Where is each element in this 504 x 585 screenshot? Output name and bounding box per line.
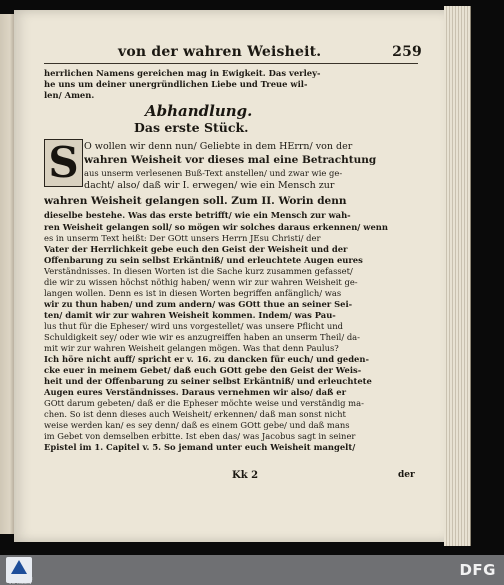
catchword: der <box>398 470 415 480</box>
running-title: von der wahren Weisheit. <box>118 44 322 60</box>
section-heading: Abhandlung. <box>145 102 253 120</box>
body-line: wir zu thun haben/ und zum andern/ was GOtt thue an seiner Sei- <box>44 299 353 309</box>
head-rule <box>44 63 418 64</box>
body-line: ren Weisheit gelangen soll/ so mögen wir solches daraus erkennen/ wenn <box>44 222 388 232</box>
intro-line: herrlichen Namens gereichen mag in Ewigkeit. Das verley- <box>44 68 321 78</box>
body-line: Epistel im 1. Capitel v. 5. So jemand unter euch Weisheit mangelt/ <box>44 442 356 452</box>
body-first-lines <box>84 140 418 192</box>
body-line: cke euer in meinem Gebet/ daß euch GOtt gebe den Geist der Weis- <box>44 365 362 375</box>
body-line: dieselbe bestehe. Was das erste betrifft/ wie ein Mensch zur wah- <box>44 210 351 220</box>
body-line: Vater der Herrlichkeit gebe euch den Geist der Weisheit und der <box>44 244 348 254</box>
body-line: heit und der Offenbarung zu seiner selbst Erkäntniß/ und erleuchtete <box>44 376 372 386</box>
body-line: wahren Weisheit vor dieses mal eine Betrachtung <box>84 154 377 166</box>
foundation-logo-text: FRANCKESCHE STIFTUNGEN <box>7 577 33 585</box>
intro-paragraph <box>44 68 418 101</box>
section-subheading: Das erste Stück. <box>134 120 249 135</box>
body-line: lus thut für die Epheser/ wird uns vorgestellet/ was unsere Pflicht und <box>44 321 344 331</box>
intro-line: len/ Amen. <box>44 90 95 100</box>
body-line: wahren Weisheit gelangen soll. Zum II. Worin denn <box>44 195 347 207</box>
body-line: dacht/ also/ daß wir I. erwegen/ wie ein Mensch zur <box>84 180 335 191</box>
body-text <box>44 194 418 453</box>
body-line: die wir zu wissen höchst nöthig haben/ wenn wir zur wahren Weisheit ge- <box>44 277 358 287</box>
body-line: chen. So ist denn dieses auch Weisheit/ erkennen/ daß man sonst nicht <box>44 409 346 419</box>
body-line: ten/ damit wir zur wahren Weisheit kommen. Indem/ was Pau- <box>44 310 336 320</box>
intro-line: he uns um deiner unergründlichen Liebe und Treue wil- <box>44 79 308 89</box>
body-line: aus unserm verlesenen Buß-Text anstellen/ und zwar wie ge- <box>84 168 343 178</box>
body-line: Verständnisses. In diesen Worten ist die Sache kurz zusammen gefasset/ <box>44 266 353 276</box>
dfg-logo[interactable]: DFG <box>459 561 496 579</box>
body-line: GOtt darum gebeten/ daß er die Epheser möchte weise und verständig ma- <box>44 398 364 408</box>
body-line: O wollen wir denn nun/ Geliebte in dem HErrn/ von der <box>84 141 353 152</box>
body-line: Offenbarung zu sein selbst Erkäntniß/ und erleuchtete Augen eures <box>44 255 363 265</box>
page-number: 259 <box>392 44 422 60</box>
body-line: Augen eures Verständnisses. Daraus vernehmen wir also/ daß er <box>44 387 347 397</box>
body-line: mit wir zur wahren Weisheit gelangen mögen. Was that denn Paulus? <box>44 343 339 353</box>
body-line: langen wollen. Denn es ist in diesen Worten begriffen anfänglich/ was <box>44 288 342 298</box>
signature-mark: Kk 2 <box>232 470 259 481</box>
body-line: im Gebet von demselben erbitte. Ist eben das/ was Jacobus sagt in seiner <box>44 431 356 441</box>
body-line: weise werden kan/ es sey denn/ daß es einem GOtt gebe/ und daß mans <box>44 420 350 430</box>
drop-cap-initial: S <box>44 139 83 187</box>
left-page-edge <box>0 14 14 534</box>
body-line: es in unserm Text heißt: Der GOtt unsers Herrn JEsu Christi/ der <box>44 233 321 243</box>
body-line: Ich höre nicht auff/ spricht er v. 16. zu dancken für euch/ und geden- <box>44 354 369 364</box>
viewer-footer-bar <box>0 555 504 585</box>
body-line: Schuldigkeit sey/ oder wie wir es anzugreiffen haben an unserm Theil/ da- <box>44 332 360 342</box>
page-fore-edge <box>444 6 471 546</box>
